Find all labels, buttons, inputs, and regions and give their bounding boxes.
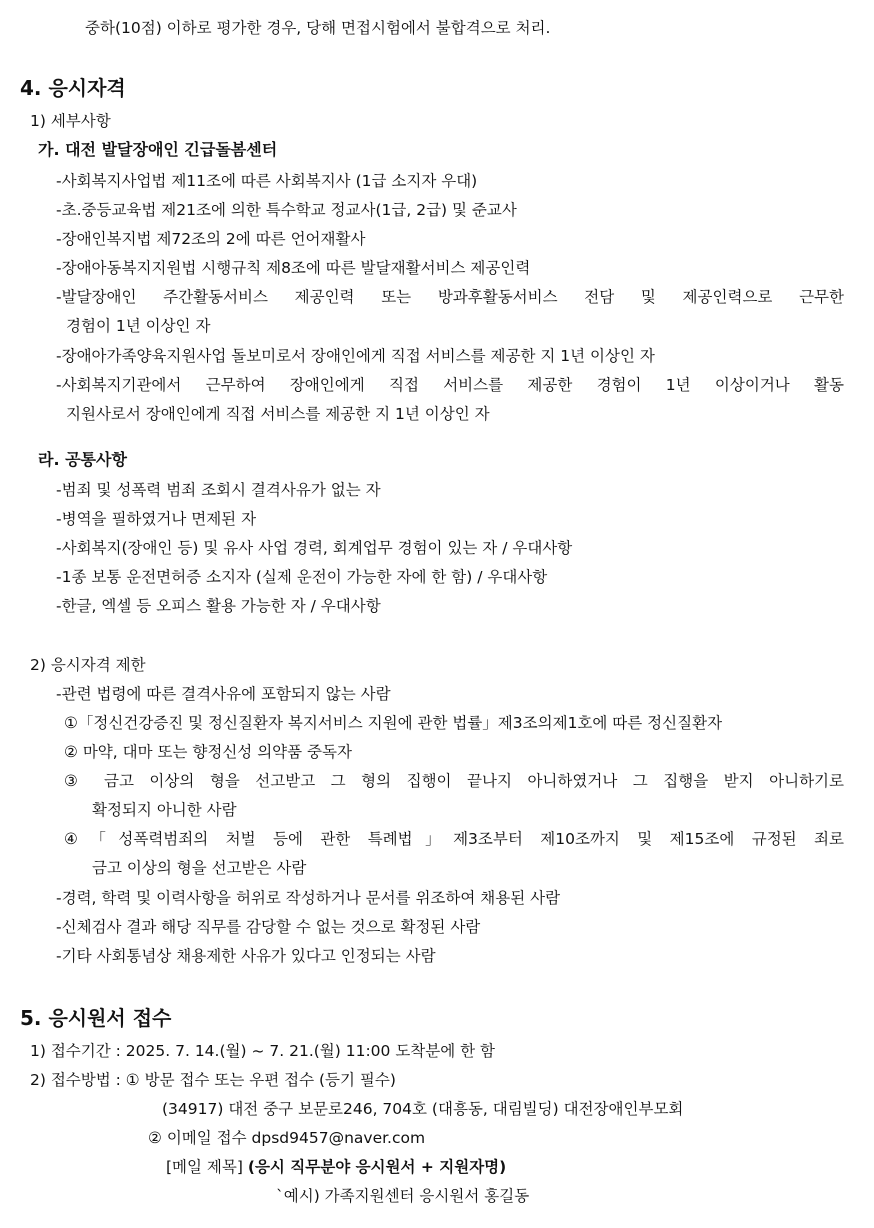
list-item: -관련 법령에 따른 결격사유에 포함되지 않는 사람 xyxy=(56,685,391,703)
list-item: -사회복지기관에서 근무하여 장애인에게 직접 서비스를 제공한 경험이 1년 이상이거나 활동 xyxy=(56,376,844,394)
list-item-continuation: 금고 이상의 형을 선고받은 사람 xyxy=(92,859,307,877)
list-item-continuation: 경험이 1년 이상인 자 xyxy=(66,317,211,335)
list-item: ② 마약, 대마 또는 향정신성 의약품 중독자 xyxy=(64,743,352,761)
subsection-2-title: 2) 응시자격 제한 xyxy=(30,656,146,674)
email-submission: ② 이메일 접수 dpsd9457@naver.com xyxy=(148,1129,426,1147)
list-item: -범죄 및 성폭력 범죄 조회시 결격사유가 없는 자 xyxy=(56,481,381,499)
list-item: -경력, 학력 및 이력사항을 허위로 작성하거나 문서를 위조하여 채용된 사람 xyxy=(56,889,561,907)
group-ra-title: 라. 공통사항 xyxy=(38,450,127,469)
list-item: -사회복지사업법 제11조에 따른 사회복지사 (1급 소지자 우대) xyxy=(56,172,478,190)
list-item: -1종 보통 운전면허증 소지자 (실제 운전이 가능한 자에 한 함) / 우대사항 xyxy=(56,568,548,586)
list-item: ④「성폭력범죄의 처벌 등에 관한 특례법」제3조부터 제10조까지 및 제15조에 규정된 죄로 xyxy=(64,830,844,848)
application-method: 2) 접수방법 : ① 방문 접수 또는 우편 접수 (등기 필수) xyxy=(30,1071,396,1089)
list-item: -기타 사회통념상 채용제한 사유가 있다고 인정되는 사람 xyxy=(56,947,436,965)
list-item: ①「정신건강증진 및 정신질환자 복지서비스 지원에 관한 법률」제3조의제1호에 따른 정신질환자 xyxy=(64,714,723,732)
section-5-title: 5. 응시원서 접수 xyxy=(20,1006,172,1030)
section-4-title: 4. 응시자격 xyxy=(20,76,126,100)
intro-line: 중하(10점) 이하로 평가한 경우, 당해 면접시험에서 불합격으로 처리. xyxy=(85,19,551,37)
mailing-address: (34917) 대전 중구 보문로246, 704호 (대흥동, 대림빌딩) 대전장애인부모회 xyxy=(162,1100,684,1118)
mail-subject-line xyxy=(166,1156,506,1178)
application-period: 1) 접수기간 : 2025. 7. 14.(월) ~ 7. 21.(월) 11:00 도착분에 한 함 xyxy=(30,1042,496,1060)
list-item: -초.중등교육법 제21조에 의한 특수학교 정교사(1급, 2급) 및 준교사 xyxy=(56,201,517,219)
list-item: -장애인복지법 제72조의 2에 따른 언어재활사 xyxy=(56,230,366,248)
mail-subject-value: (응시 직무분야 응시원서 + 지원자명) xyxy=(247,1158,507,1176)
group-ga-title: 가. 대전 발달장애인 긴급돌봄센터 xyxy=(38,140,278,159)
list-item-continuation: 확정되지 아니한 사람 xyxy=(92,801,237,819)
mail-subject-label: [메일 제목] xyxy=(166,1158,243,1176)
list-item: -병역을 필하였거나 면제된 자 xyxy=(56,510,257,528)
mail-subject-example: `예시) 가족지원센터 응시원서 홍길동 xyxy=(276,1187,530,1205)
list-item: -장애아동복지지원법 시행규칙 제8조에 따른 발달재활서비스 제공인력 xyxy=(56,259,531,277)
list-item: -신체검사 결과 해당 직무를 감당할 수 없는 것으로 확정된 사람 xyxy=(56,918,481,936)
list-item: ③ 금고 이상의 형을 선고받고 그 형의 집행이 끝나지 아니하였거나 그 집행을 받지 아니하기로 xyxy=(64,772,844,790)
list-item: -장애아가족양육지원사업 돌보미로서 장애인에게 직접 서비스를 제공한 지 1년 이상인 자 xyxy=(56,347,655,365)
list-item: -사회복지(장애인 등) 및 유사 사업 경력, 회계업무 경험이 있는 자 / 우대사항 xyxy=(56,539,573,557)
subsection-1-title: 1) 세부사항 xyxy=(30,112,111,130)
list-item: -한글, 엑셀 등 오피스 활용 가능한 자 / 우대사항 xyxy=(56,597,381,615)
list-item: -발달장애인 주간활동서비스 제공인력 또는 방과후활동서비스 전담 및 제공인력으로 근무한 xyxy=(56,288,844,306)
list-item-continuation: 지원사로서 장애인에게 직접 서비스를 제공한 지 1년 이상인 자 xyxy=(66,405,490,423)
